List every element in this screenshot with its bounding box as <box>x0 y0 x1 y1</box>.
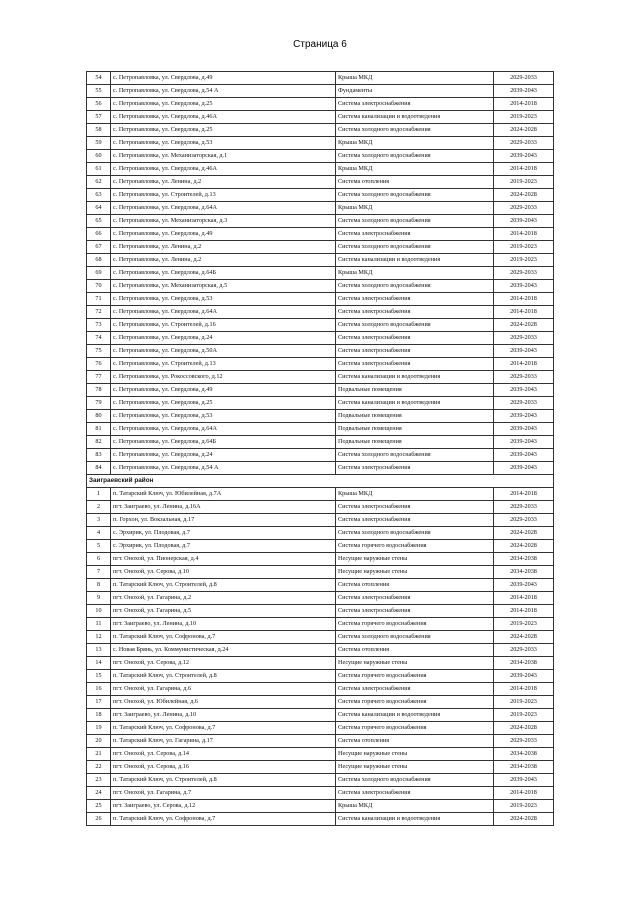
address-cell: с. Петропавловка, ул. Свердлова, д.54 А <box>111 85 336 98</box>
row-number-cell: 60 <box>87 150 111 163</box>
table-row <box>87 735 554 748</box>
address-cell: с. Петропавловка, ул. Свердлова, д.46А <box>111 163 336 176</box>
period-cell: 2014-2018 <box>494 293 554 306</box>
repair-schedule-table <box>86 71 554 826</box>
row-number-cell: 84 <box>87 462 111 475</box>
row-number-cell: 57 <box>87 111 111 124</box>
address-cell: с. Петропавловка, ул. Свердлова, д.54 А <box>111 462 336 475</box>
address-cell: пгт. Онохой, ул. Серова, д.16 <box>111 761 336 774</box>
row-number-cell: 73 <box>87 319 111 332</box>
work-type-cell: Система электроснабжения <box>336 514 494 527</box>
address-cell: п. Татарский Ключ, ул. Строителей, д.8 <box>111 670 336 683</box>
period-cell: 2024-2028 <box>494 527 554 540</box>
table-row <box>87 787 554 800</box>
table-row <box>87 605 554 618</box>
table-row <box>87 748 554 761</box>
period-cell: 2024-2028 <box>494 813 554 826</box>
address-cell: пгт. Онохой, ул. Пионерская, д.4 <box>111 553 336 566</box>
table-row <box>87 371 554 384</box>
table-row <box>87 579 554 592</box>
period-cell: 2024-2028 <box>494 124 554 137</box>
table-row <box>87 189 554 202</box>
address-cell: с. Петропавловка, ул. Строителей, д.13 <box>111 358 336 371</box>
address-cell: с. Петропавловка, ул. Свердлова, д.46А <box>111 111 336 124</box>
section-heading-row <box>87 475 554 488</box>
row-number-cell: 67 <box>87 241 111 254</box>
table-row <box>87 228 554 241</box>
address-cell: пгт. Онохой, ул. Серова, д.14 <box>111 748 336 761</box>
row-number-cell: 70 <box>87 280 111 293</box>
period-cell: 2039-2043 <box>494 85 554 98</box>
work-type-cell: Система электроснабжения <box>336 332 494 345</box>
period-cell: 2039-2043 <box>494 774 554 787</box>
table-row <box>87 345 554 358</box>
address-cell: п. Татарский Ключ, ул. Софронова, д.7 <box>111 631 336 644</box>
address-cell: с. Петропавловка, ул. Свердлова, д.25 <box>111 98 336 111</box>
work-type-cell: Система холодного водоснабжения <box>336 280 494 293</box>
address-cell: с. Петропавловка, ул. Свердлова, д.64А <box>111 423 336 436</box>
work-type-cell: Система электроснабжения <box>336 787 494 800</box>
period-cell: 2029-2033 <box>494 644 554 657</box>
address-cell: с. Петропавловка, ул. Свердлова, д.49 <box>111 72 336 85</box>
table-row <box>87 696 554 709</box>
table-row <box>87 332 554 345</box>
table-row <box>87 410 554 423</box>
table-row <box>87 800 554 813</box>
row-number-cell: 4 <box>87 527 111 540</box>
address-cell: с. Петропавловка, ул. Механизаторская, д.5 <box>111 280 336 293</box>
row-number-cell: 77 <box>87 371 111 384</box>
work-type-cell: Система холодного водоснабжения <box>336 215 494 228</box>
address-cell: с. Петропавловка, ул. Механизаторская, д.3 <box>111 215 336 228</box>
table-row <box>87 137 554 150</box>
period-cell: 2034-2038 <box>494 761 554 774</box>
address-cell: с. Петропавловка, ул. Свердлова, д.49 <box>111 384 336 397</box>
address-cell: с. Эрхирик, ул. Плодовая, д.7 <box>111 540 336 553</box>
address-cell: с. Петропавловка, ул. Свердлова, д.64А <box>111 306 336 319</box>
period-cell: 2039-2043 <box>494 384 554 397</box>
table-row <box>87 150 554 163</box>
period-cell: 2029-2033 <box>494 202 554 215</box>
work-type-cell: Подвальные помещения <box>336 423 494 436</box>
period-cell: 2029-2033 <box>494 137 554 150</box>
work-type-cell: Система холодного водоснабжения <box>336 124 494 137</box>
period-cell: 2019-2023 <box>494 709 554 722</box>
row-number-cell: 26 <box>87 813 111 826</box>
table-row <box>87 566 554 579</box>
period-cell: 2039-2043 <box>494 280 554 293</box>
table-row <box>87 267 554 280</box>
work-type-cell: Крыша МКД <box>336 267 494 280</box>
work-type-cell: Несущие наружные стены <box>336 761 494 774</box>
address-cell: с. Эрхирик, ул. Плодовая, д.7 <box>111 527 336 540</box>
address-cell: с. Петропавловка, ул. Свердлова, д.24 <box>111 332 336 345</box>
row-number-cell: 78 <box>87 384 111 397</box>
row-number-cell: 5 <box>87 540 111 553</box>
address-cell: пгт. Онохой, ул. Гагарина, д.6 <box>111 683 336 696</box>
table-row <box>87 618 554 631</box>
row-number-cell: 65 <box>87 215 111 228</box>
table-row <box>87 436 554 449</box>
address-cell: п. Горхон, ул. Вокзальная, д.17 <box>111 514 336 527</box>
row-number-cell: 17 <box>87 696 111 709</box>
table-row <box>87 85 554 98</box>
address-cell: с. Новая Брянь, ул. Коммунистическая, д.24 <box>111 644 336 657</box>
work-type-cell: Несущие наружные стены <box>336 566 494 579</box>
table-row <box>87 215 554 228</box>
row-number-cell: 79 <box>87 397 111 410</box>
row-number-cell: 20 <box>87 735 111 748</box>
row-number-cell: 10 <box>87 605 111 618</box>
table-row <box>87 202 554 215</box>
address-cell: п. Татарский Ключ, ул. Софронова, д.7 <box>111 722 336 735</box>
work-type-cell: Система электроснабжения <box>336 605 494 618</box>
address-cell: с. Петропавловка, ул. Строителей, д.16 <box>111 319 336 332</box>
work-type-cell: Подвальные помещения <box>336 410 494 423</box>
address-cell: пгт. Заиграево, ул. Ленина, д.10 <box>111 709 336 722</box>
table-row <box>87 488 554 501</box>
work-type-cell: Система отопления <box>336 644 494 657</box>
period-cell: 2014-2018 <box>494 306 554 319</box>
table-row <box>87 293 554 306</box>
period-cell: 2014-2018 <box>494 787 554 800</box>
row-number-cell: 6 <box>87 553 111 566</box>
period-cell: 2014-2018 <box>494 98 554 111</box>
table-row <box>87 319 554 332</box>
work-type-cell: Крыша МКД <box>336 800 494 813</box>
table-row <box>87 241 554 254</box>
address-cell: п. Татарский Ключ, ул. Строителей, д.8 <box>111 774 336 787</box>
work-type-cell: Система электроснабжения <box>336 345 494 358</box>
row-number-cell: 58 <box>87 124 111 137</box>
row-number-cell: 23 <box>87 774 111 787</box>
period-cell: 2039-2043 <box>494 345 554 358</box>
row-number-cell: 21 <box>87 748 111 761</box>
table-row <box>87 111 554 124</box>
period-cell: 2039-2043 <box>494 436 554 449</box>
address-cell: с. Петропавловка, ул. Свердлова, д.25 <box>111 124 336 137</box>
period-cell: 2034-2038 <box>494 657 554 670</box>
work-type-cell: Система отопления <box>336 735 494 748</box>
row-number-cell: 3 <box>87 514 111 527</box>
row-number-cell: 71 <box>87 293 111 306</box>
period-cell: 2039-2043 <box>494 215 554 228</box>
period-cell: 2014-2018 <box>494 605 554 618</box>
address-cell: с. Петропавловка, ул. Механизаторская, д.1 <box>111 150 336 163</box>
row-number-cell: 14 <box>87 657 111 670</box>
row-number-cell: 11 <box>87 618 111 631</box>
row-number-cell: 66 <box>87 228 111 241</box>
row-number-cell: 18 <box>87 709 111 722</box>
work-type-cell: Система электроснабжения <box>336 462 494 475</box>
table-row <box>87 462 554 475</box>
address-cell: с. Петропавловка, ул. Строителей, д.13 <box>111 189 336 202</box>
period-cell: 2029-2033 <box>494 397 554 410</box>
table-row <box>87 358 554 371</box>
work-type-cell: Несущие наружные стены <box>336 657 494 670</box>
period-cell: 2014-2018 <box>494 488 554 501</box>
row-number-cell: 55 <box>87 85 111 98</box>
table-row <box>87 761 554 774</box>
work-type-cell: Система холодного водоснабжения <box>336 631 494 644</box>
address-cell: с. Петропавловка, ул. Ленина, д.2 <box>111 254 336 267</box>
address-cell: п. Татарский Ключ, ул. Софронова, д.7 <box>111 813 336 826</box>
table-row <box>87 254 554 267</box>
period-cell: 2034-2038 <box>494 566 554 579</box>
period-cell: 2024-2028 <box>494 319 554 332</box>
table-row <box>87 657 554 670</box>
address-cell: пгт. Онохой, ул. Серова, д.10 <box>111 566 336 579</box>
address-cell: пгт. Онохой, ул. Серова, д.12 <box>111 657 336 670</box>
table-row <box>87 124 554 137</box>
work-type-cell: Крыша МКД <box>336 488 494 501</box>
table-row <box>87 644 554 657</box>
row-number-cell: 62 <box>87 176 111 189</box>
address-cell: с. Петропавловка, ул. Ленина, д.2 <box>111 241 336 254</box>
address-cell: пгт. Заиграево, ул. Серова, д.12 <box>111 800 336 813</box>
work-type-cell: Крыша МКД <box>336 163 494 176</box>
address-cell: пгт. Заиграево, ул. Ленина, д.10 <box>111 618 336 631</box>
period-cell: 2024-2028 <box>494 189 554 202</box>
table-row <box>87 553 554 566</box>
work-type-cell: Система канализации и водоотведения <box>336 111 494 124</box>
address-cell: пгт. Онохой, ул. Гагарина, д.7 <box>111 787 336 800</box>
work-type-cell: Система электроснабжения <box>336 358 494 371</box>
period-cell: 2014-2018 <box>494 683 554 696</box>
period-cell: 2014-2018 <box>494 592 554 605</box>
address-cell: с. Петропавловка, ул. Свердлова, д.50А <box>111 345 336 358</box>
row-number-cell: 16 <box>87 683 111 696</box>
table-row <box>87 72 554 85</box>
address-cell: с. Петропавловка, ул. Ленина, д.2 <box>111 176 336 189</box>
work-type-cell: Система электроснабжения <box>336 501 494 514</box>
period-cell: 2039-2043 <box>494 579 554 592</box>
row-number-cell: 19 <box>87 722 111 735</box>
address-cell: с. Петропавловка, ул. Свердлова, д.49 <box>111 228 336 241</box>
row-number-cell: 24 <box>87 787 111 800</box>
address-cell: с. Петропавловка, ул. Свердлова, д.64А <box>111 202 336 215</box>
table-row <box>87 670 554 683</box>
address-cell: пгт. Онохой, ул. Гагарина, д.2 <box>111 592 336 605</box>
period-cell: 2039-2043 <box>494 670 554 683</box>
page-title: Страница 6 <box>293 39 347 50</box>
period-cell: 2039-2043 <box>494 150 554 163</box>
work-type-cell: Несущие наружные стены <box>336 748 494 761</box>
period-cell: 2019-2023 <box>494 241 554 254</box>
address-cell: с. Петропавловка, ул. Свердлова, д.53 <box>111 410 336 423</box>
work-type-cell: Система канализации и водоотведения <box>336 813 494 826</box>
period-cell: 2024-2028 <box>494 631 554 644</box>
row-number-cell: 54 <box>87 72 111 85</box>
row-number-cell: 56 <box>87 98 111 111</box>
row-number-cell: 1 <box>87 488 111 501</box>
row-number-cell: 74 <box>87 332 111 345</box>
table-row <box>87 163 554 176</box>
work-type-cell: Система канализации и водоотведения <box>336 254 494 267</box>
address-cell: с. Петропавловка, ул. Свердлова, д.53 <box>111 293 336 306</box>
table-row <box>87 98 554 111</box>
period-cell: 2019-2023 <box>494 111 554 124</box>
table-row <box>87 774 554 787</box>
row-number-cell: 2 <box>87 501 111 514</box>
period-cell: 2039-2043 <box>494 410 554 423</box>
row-number-cell: 25 <box>87 800 111 813</box>
work-type-cell: Система холодного водоснабжения <box>336 189 494 202</box>
row-number-cell: 83 <box>87 449 111 462</box>
section-heading: Заиграевский район <box>87 475 554 488</box>
work-type-cell: Подвальные помещения <box>336 436 494 449</box>
table-row <box>87 514 554 527</box>
work-type-cell: Система канализации и водоотведения <box>336 397 494 410</box>
work-type-cell: Система канализации и водоотведения <box>336 371 494 384</box>
period-cell: 2029-2033 <box>494 735 554 748</box>
row-number-cell: 22 <box>87 761 111 774</box>
table-row <box>87 306 554 319</box>
work-type-cell: Система электроснабжения <box>336 98 494 111</box>
table-row <box>87 527 554 540</box>
period-cell: 2029-2033 <box>494 267 554 280</box>
period-cell: 2019-2023 <box>494 254 554 267</box>
work-type-cell: Система горячего водоснабжения <box>336 722 494 735</box>
row-number-cell: 7 <box>87 566 111 579</box>
row-number-cell: 63 <box>87 189 111 202</box>
row-number-cell: 59 <box>87 137 111 150</box>
row-number-cell: 76 <box>87 358 111 371</box>
address-cell: пгт. Заиграево, ул. Ленина, д.16А <box>111 501 336 514</box>
work-type-cell: Система горячего водоснабжения <box>336 696 494 709</box>
row-number-cell: 82 <box>87 436 111 449</box>
table-body <box>87 72 554 826</box>
period-cell: 2014-2018 <box>494 358 554 371</box>
period-cell: 2029-2033 <box>494 332 554 345</box>
period-cell: 2024-2028 <box>494 722 554 735</box>
table-row <box>87 631 554 644</box>
table-row <box>87 397 554 410</box>
work-type-cell: Крыша МКД <box>336 202 494 215</box>
work-type-cell: Система холодного водоснабжения <box>336 774 494 787</box>
work-type-cell: Система электроснабжения <box>336 683 494 696</box>
row-number-cell: 61 <box>87 163 111 176</box>
table-row <box>87 384 554 397</box>
period-cell: 2029-2033 <box>494 72 554 85</box>
address-cell: п. Татарский Ключ, ул. Гагарина, д.17 <box>111 735 336 748</box>
table-row <box>87 176 554 189</box>
address-cell: п. Татарский Ключ, ул. Строителей, д.8 <box>111 579 336 592</box>
table-row <box>87 280 554 293</box>
table-row <box>87 709 554 722</box>
work-type-cell: Система горячего водоснабжения <box>336 618 494 631</box>
period-cell: 2024-2028 <box>494 540 554 553</box>
period-cell: 2014-2018 <box>494 228 554 241</box>
table-row <box>87 501 554 514</box>
address-cell: с. Петропавловка, ул. Свердлова, д.25 <box>111 397 336 410</box>
work-type-cell: Система электроснабжения <box>336 592 494 605</box>
work-type-cell: Подвальные помещения <box>336 384 494 397</box>
work-type-cell: Система электроснабжения <box>336 306 494 319</box>
address-cell: с. Петропавловка, ул. Рокоссовского, д.12 <box>111 371 336 384</box>
row-number-cell: 8 <box>87 579 111 592</box>
period-cell: 2019-2023 <box>494 696 554 709</box>
period-cell: 2019-2023 <box>494 618 554 631</box>
period-cell: 2039-2043 <box>494 449 554 462</box>
row-number-cell: 80 <box>87 410 111 423</box>
address-cell: пгт. Онохой, ул. Юбилейная, д.6 <box>111 696 336 709</box>
row-number-cell: 68 <box>87 254 111 267</box>
table-row <box>87 813 554 826</box>
work-type-cell: Система холодного водоснабжения <box>336 150 494 163</box>
period-cell: 2014-2018 <box>494 163 554 176</box>
work-type-cell: Несущие наружные стены <box>336 553 494 566</box>
period-cell: 2029-2033 <box>494 501 554 514</box>
row-number-cell: 13 <box>87 644 111 657</box>
work-type-cell: Система электроснабжения <box>336 293 494 306</box>
address-cell: с. Петропавловка, ул. Свердлова, д.64Б <box>111 267 336 280</box>
table-row <box>87 683 554 696</box>
row-number-cell: 64 <box>87 202 111 215</box>
row-number-cell: 75 <box>87 345 111 358</box>
address-cell: пгт. Онохой, ул. Гагарина, д.5 <box>111 605 336 618</box>
work-type-cell: Крыша МКД <box>336 137 494 150</box>
table-row <box>87 722 554 735</box>
address-cell: п. Татарский Ключ, ул. Юбилейная, д.7А <box>111 488 336 501</box>
address-cell: с. Петропавловка, ул. Свердлова, д.53 <box>111 137 336 150</box>
table-row <box>87 449 554 462</box>
period-cell: 2034-2038 <box>494 553 554 566</box>
work-type-cell: Фундаменты <box>336 85 494 98</box>
address-cell: с. Петропавловка, ул. Свердлова, д.64Б <box>111 436 336 449</box>
table-row <box>87 540 554 553</box>
table-row <box>87 423 554 436</box>
work-type-cell: Система горячего водоснабжения <box>336 670 494 683</box>
work-type-cell: Система отопления <box>336 176 494 189</box>
work-type-cell: Система холодного водоснабжения <box>336 319 494 332</box>
work-type-cell: Система электроснабжения <box>336 228 494 241</box>
work-type-cell: Система горячего водоснабжения <box>336 540 494 553</box>
address-cell: с. Петропавловка, ул. Свердлова, д.24 <box>111 449 336 462</box>
work-type-cell: Система холодного водоснабжения <box>336 449 494 462</box>
row-number-cell: 12 <box>87 631 111 644</box>
work-type-cell: Система холодного водоснабжения <box>336 527 494 540</box>
work-type-cell: Система канализации и водоотведения <box>336 709 494 722</box>
period-cell: 2019-2023 <box>494 800 554 813</box>
work-type-cell: Крыша МКД <box>336 72 494 85</box>
table-row <box>87 592 554 605</box>
work-type-cell: Система отопления <box>336 579 494 592</box>
row-number-cell: 72 <box>87 306 111 319</box>
row-number-cell: 81 <box>87 423 111 436</box>
period-cell: 2029-2033 <box>494 514 554 527</box>
row-number-cell: 15 <box>87 670 111 683</box>
period-cell: 2019-2023 <box>494 176 554 189</box>
period-cell: 2039-2043 <box>494 462 554 475</box>
period-cell: 2034-2038 <box>494 748 554 761</box>
period-cell: 2039-2043 <box>494 423 554 436</box>
work-type-cell: Система холодного водоснабжения <box>336 241 494 254</box>
row-number-cell: 9 <box>87 592 111 605</box>
row-number-cell: 69 <box>87 267 111 280</box>
period-cell: 2029-2033 <box>494 371 554 384</box>
